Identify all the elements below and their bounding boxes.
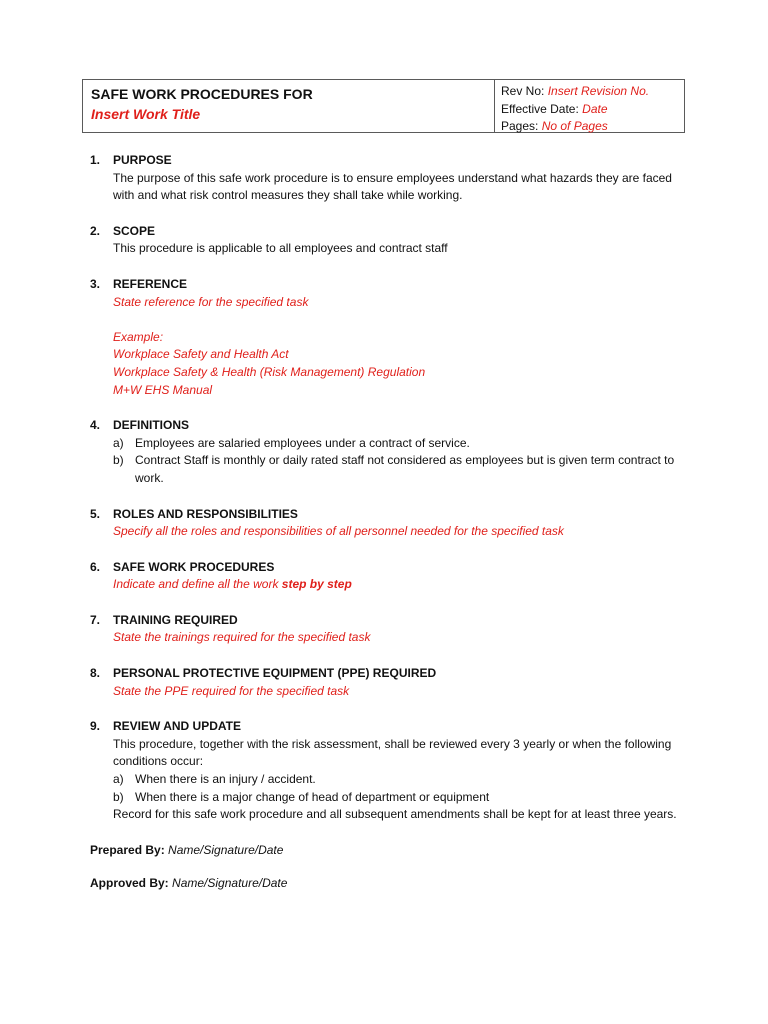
item-label: b) [113, 789, 124, 804]
item-label: b) [113, 453, 124, 468]
item-text: When there is a major change of head of department or equipment [135, 789, 490, 804]
section-title: PERSONAL PROTECTIVE EQUIPMENT (PPE) REQUIRED [113, 666, 437, 681]
date-value: Date [582, 101, 608, 116]
prepared-by-line [90, 842, 680, 860]
section-purpose [90, 152, 680, 205]
item-label: a) [113, 772, 124, 787]
header-meta-cell [495, 80, 684, 132]
section-heading [90, 417, 680, 435]
item-text: Contract Staff is monthly or daily rated staff not considered as employees but is given term contract to work. [135, 453, 675, 485]
section-heading [90, 665, 680, 683]
reference-placeholder: State reference for the specified task [113, 294, 309, 309]
pages-label: Pages: [501, 119, 539, 133]
section-training [90, 612, 680, 647]
section-number: 2. [90, 223, 101, 238]
section-title: TRAINING REQUIRED [113, 612, 238, 627]
section-number: 8. [90, 666, 101, 681]
approved-by-label: Approved By: [90, 876, 169, 891]
header-title-cell [83, 80, 495, 132]
rev-row [501, 83, 678, 101]
definition-item [90, 452, 680, 487]
section-scope [90, 223, 680, 258]
example-label: Example: [113, 329, 164, 344]
section-heading [90, 559, 680, 577]
section-ppe [90, 665, 680, 700]
review-condition [90, 789, 680, 807]
section-number: 1. [90, 153, 101, 167]
section-heading [90, 612, 680, 630]
section-roles [90, 506, 680, 541]
work-title-placeholder: Insert Work Title [91, 106, 201, 122]
section-title: PURPOSE [113, 153, 172, 167]
review-intro: This procedure, together with the risk assessment, shall be reviewed every 3 yearly or when the following conditions occur: [113, 736, 672, 769]
section-number: 4. [90, 418, 101, 433]
example-item: Workplace Safety & Health (Risk Management) Regulation [113, 364, 426, 379]
section-title: ROLES AND RESPONSIBILITIES [113, 506, 298, 521]
placeholder-bold-text: step by step [281, 577, 352, 592]
procedures-placeholder [90, 576, 680, 594]
section-heading [90, 152, 680, 170]
section-number: 5. [90, 506, 101, 521]
definition-item [90, 435, 680, 453]
review-condition [90, 771, 680, 789]
section-heading [90, 276, 680, 294]
section-title: REFERENCE [113, 276, 188, 291]
pages-value: No of Pages [541, 119, 608, 133]
ppe-placeholder: State the PPE required for the specified task [113, 683, 350, 698]
section-number: 3. [90, 276, 101, 291]
section-number: 6. [90, 559, 101, 574]
placeholder-text: Indicate and define all the work [113, 577, 282, 592]
item-text: Employees are salaried employees under a contract of service. [135, 435, 470, 450]
date-row [501, 101, 678, 119]
section-heading [90, 223, 680, 241]
section-heading [90, 506, 680, 524]
prepared-by-value: Name/Signature/Date [168, 842, 284, 857]
rev-label: Rev No: [501, 84, 545, 98]
example-item: Workplace Safety and Health Act [113, 347, 289, 362]
section-number: 9. [90, 719, 101, 734]
approved-by-value: Name/Signature/Date [172, 876, 288, 891]
section-definitions [90, 417, 680, 487]
section-safe-work-procedures [90, 559, 680, 594]
section-number: 7. [90, 612, 101, 627]
pages-row [501, 118, 678, 136]
document-title: SAFE WORK PROCEDURES FOR [91, 86, 313, 102]
document-body [90, 152, 680, 893]
section-title: SCOPE [113, 223, 156, 238]
rev-value: Insert Revision No. [547, 84, 650, 98]
roles-placeholder: Specify all the roles and responsibilities of all personnel needed for the specified task [113, 524, 564, 539]
section-text: The purpose of this safe work procedure is to ensure employees understand what hazards they are faced with and what risk control measures they shall take while working. [113, 170, 672, 203]
item-text: When there is an injury / accident. [135, 772, 316, 787]
header-table [82, 79, 685, 133]
prepared-by-label: Prepared By: [90, 842, 165, 857]
section-text: This procedure is applicable to all employees and contract staff [113, 241, 448, 256]
approved-by-line [90, 875, 680, 893]
date-label: Effective Date: [501, 101, 579, 116]
section-reference [90, 276, 680, 399]
section-review [90, 718, 680, 824]
training-placeholder: State the trainings required for the specified task [113, 630, 371, 645]
section-title: SAFE WORK PROCEDURES [113, 559, 275, 574]
section-title: REVIEW AND UPDATE [113, 719, 242, 734]
example-item: M+W EHS Manual [113, 382, 213, 397]
section-title: DEFINITIONS [113, 418, 190, 433]
section-heading [90, 718, 680, 736]
review-outro: Record for this safe work procedure and all subsequent amendments shall be kept for at least three years. [113, 807, 677, 822]
item-label: a) [113, 435, 124, 450]
